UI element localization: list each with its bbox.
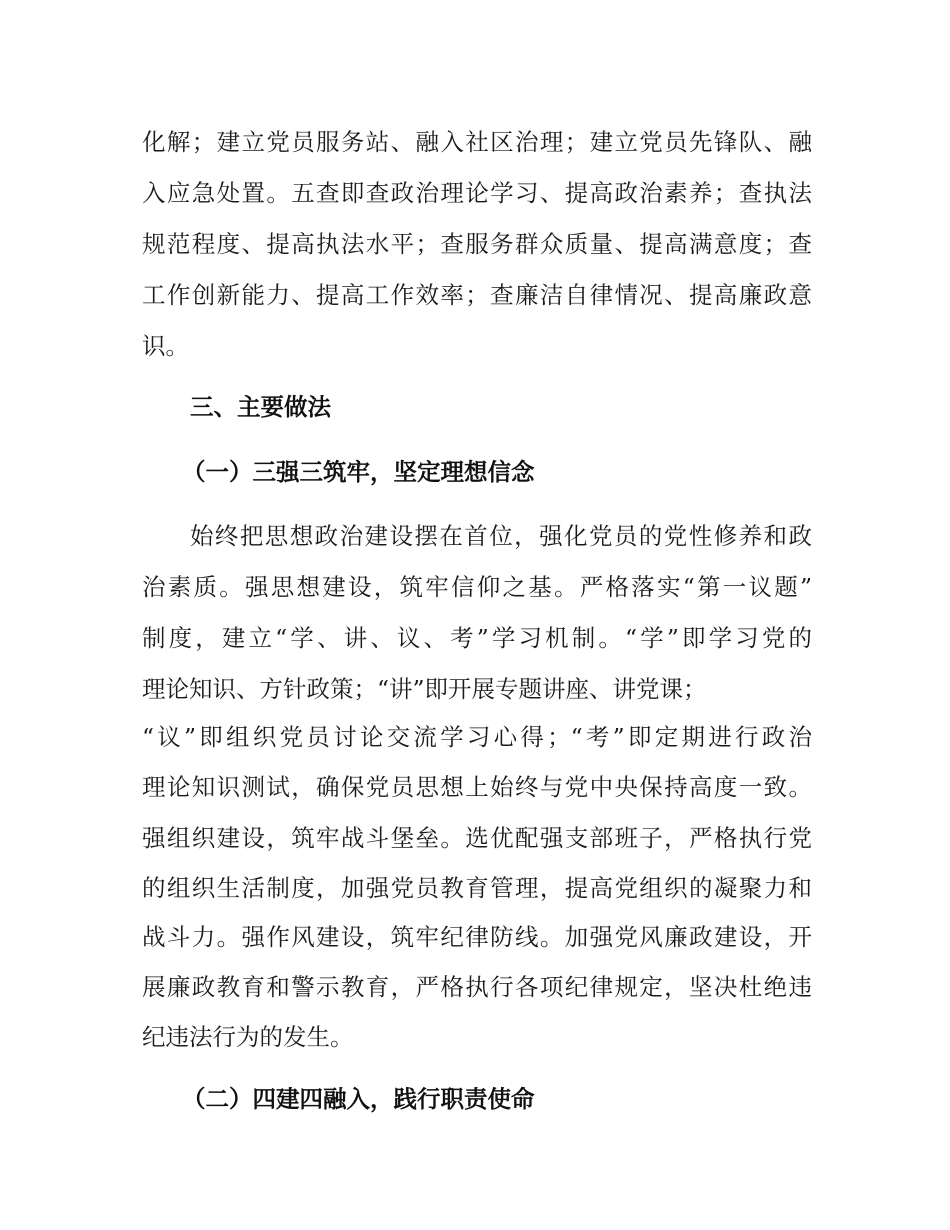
text-line: 战斗力。强作风建设，筑牢纪律防线。加强党风廉政建设，开 — [142, 923, 812, 951]
text-line: 始终把思想政治建设摆在首位，强化党员的党性修养和政 — [190, 522, 812, 550]
text-line: “议”即组织党员讨论交流学习心得；“考”即定期进行政治 — [142, 723, 812, 751]
subheading-2: （二）四建四融入，践行职责使命 — [182, 1085, 535, 1113]
text-line: 治素质。强思想建设，筑牢信仰之基。严格落实“第一议题” — [142, 573, 812, 601]
text-line: 入应急处置。五查即查政治理论学习、提高政治素养；查执法 — [142, 179, 812, 207]
text-line: 强组织建设，筑牢战斗堡垒。选优配强支部班子，严格执行党 — [142, 824, 812, 852]
text-line: 展廉政教育和警示教育，严格执行各项纪律规定，坚决杜绝违 — [142, 973, 812, 1001]
text-line: 规范程度、提高执法水平；查服务群众质量、提高满意度；查 — [142, 230, 812, 258]
text-line: 的组织生活制度，加强党员教育管理，提高党组织的凝聚力和 — [142, 874, 812, 902]
subheading-1: （一）三强三筑牢，坚定理想信念 — [182, 458, 535, 486]
text-line: 识。 — [142, 332, 189, 360]
text-line: 纪违法行为的发生。 — [142, 1023, 354, 1051]
section-heading: 三、主要做法 — [190, 393, 331, 421]
text-line: 化解；建立党员服务站、融入社区治理；建立党员先锋队、融 — [142, 128, 812, 156]
text-line: 理论知识测试，确保党员思想上始终与党中央保持高度一致。 — [142, 773, 812, 801]
text-line: 制度，建立“学、讲、议、考”学习机制。“学”即学习党的 — [142, 624, 812, 652]
text-line: 理论知识、方针政策；“讲”即开展专题讲座、讲党课； — [142, 675, 707, 703]
text-line: 工作创新能力、提高工作效率；查廉洁自律情况、提高廉政意 — [142, 281, 812, 309]
